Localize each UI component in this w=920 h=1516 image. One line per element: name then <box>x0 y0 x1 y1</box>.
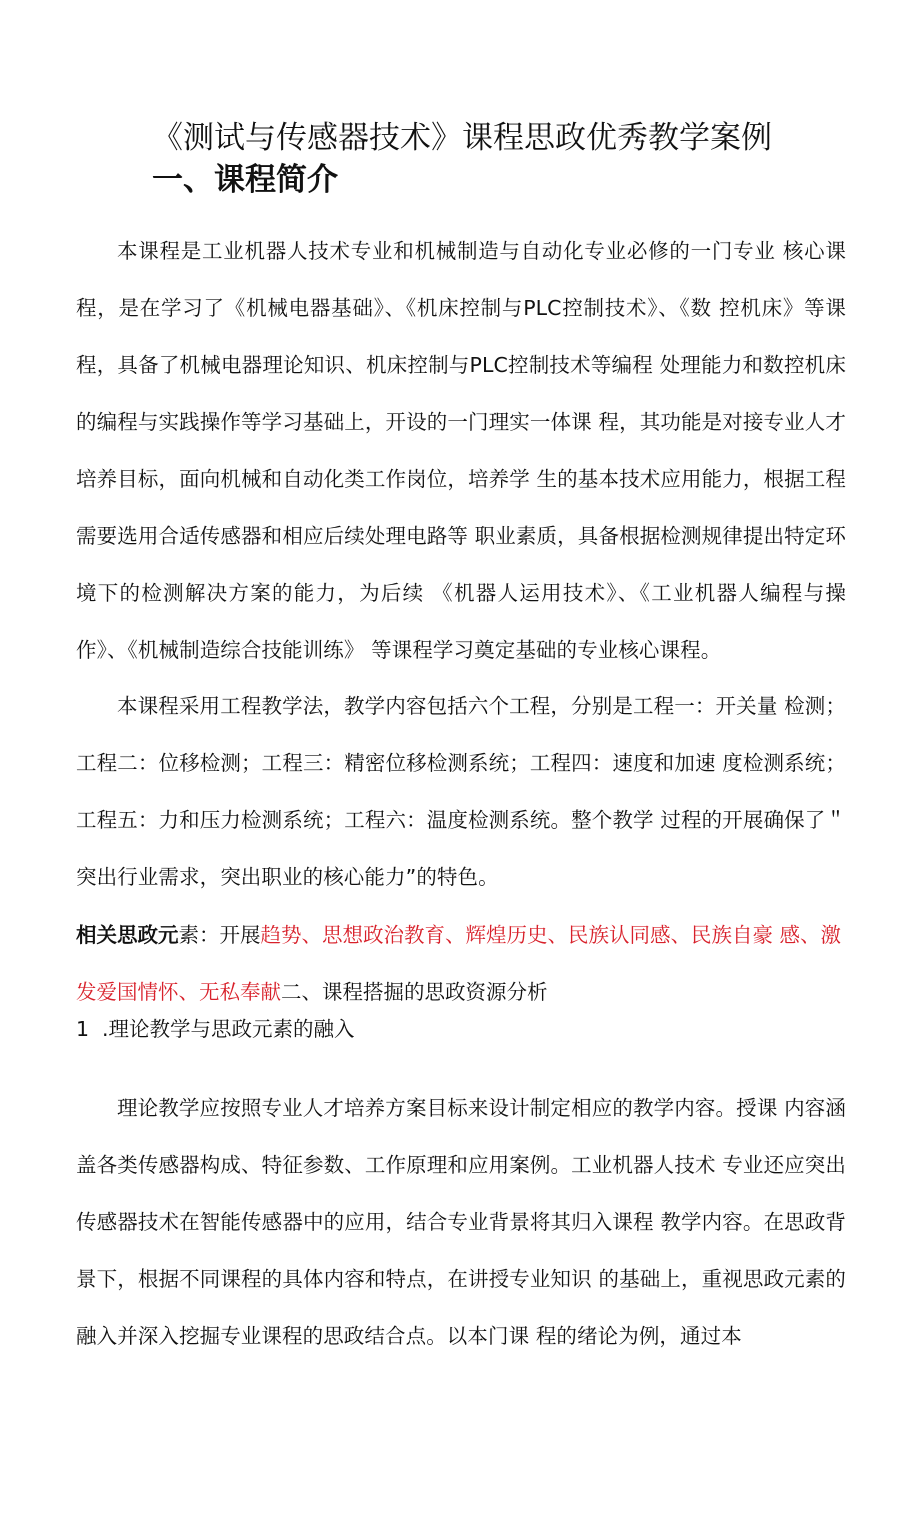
ideological-elements-label: 相关思政元 <box>76 923 179 947</box>
ideological-elements-list: 趋势、思想政治教育、辉煌历史、民族认同感、民族自豪 感、激发爱国情怀、无私奉献 <box>76 923 842 1004</box>
ideological-elements-prefix: 素：开展 <box>178 923 261 947</box>
paragraph-teaching-method: 本课程采用工程教学法，教学内容包括六个工程，分别是工程一：开关量 检测；工程二：位移检测；工程三：精密位移检测系统；工程四：速度和加速 度检测系统；工程五：力和压力检测系统；工程六：温度检测系统。整个教学 过程的开展确保了＂突出行业需求，突出职业的核心能力”的特色。 <box>76 694 846 889</box>
subheading-number: 1 <box>76 1017 90 1041</box>
subheading-text: .理论教学与思政元素的融入 <box>102 1017 355 1041</box>
subheading-theory-teaching <box>76 1014 355 1044</box>
paragraph-theory-teaching: 理论教学应按照专业人才培养方案目标来设计制定相应的教学内容。授课 内容涵盖各类传感器构成、特征参数、工作原理和应用案例。工业机器人技术 专业还应突出传感器技术在智能传感器中的应用，结合专业背景将其归入课程 教学内容。在思政背景下，根据不同课程的具体内容和特点，在讲授专业知识 的基础上，重视思政元素的融入并深入挖掘专业课程的思政结合点。以本门课 程的绪论为例，通过本 <box>76 1096 846 1348</box>
ideological-elements-line <box>76 907 846 1021</box>
section-heading-intro: 一、课程简介 <box>152 162 338 198</box>
document-title: 《测试与传感器技术》课程思政优秀教学案例 <box>152 120 772 156</box>
paragraph-course-intro: 本课程是工业机器人技术专业和机械制造与自动化专业必修的一门专业 核心课程，是在学习了《机械电器基础》、《机床控制与PLC控制技术》、《数 控机床》等课程，具备了机械电器理论知识、机床控制与PLC控制技术等编程 处理能力和数控机床的编程与实践操作等学习基础上，开设的一门理实一体课 程，其功能是对接专业人才培养目标，面向机械和自动化类工作岗位，培养学 生的基本技术应用能力，根据工程需要选用合适传感器和相应后续处理电路等 职业素质，具备根据检测规律提出特定环境下的检测解决方案的能力，为后续 《机器人运用技术》、《工业机器人编程与操作》、《机械制造综合技能训练》 等课程学习奠定基础的专业核心课程。 <box>76 239 846 662</box>
section-heading-resources: 二、课程搭掘的思政资源分析 <box>281 980 548 1004</box>
